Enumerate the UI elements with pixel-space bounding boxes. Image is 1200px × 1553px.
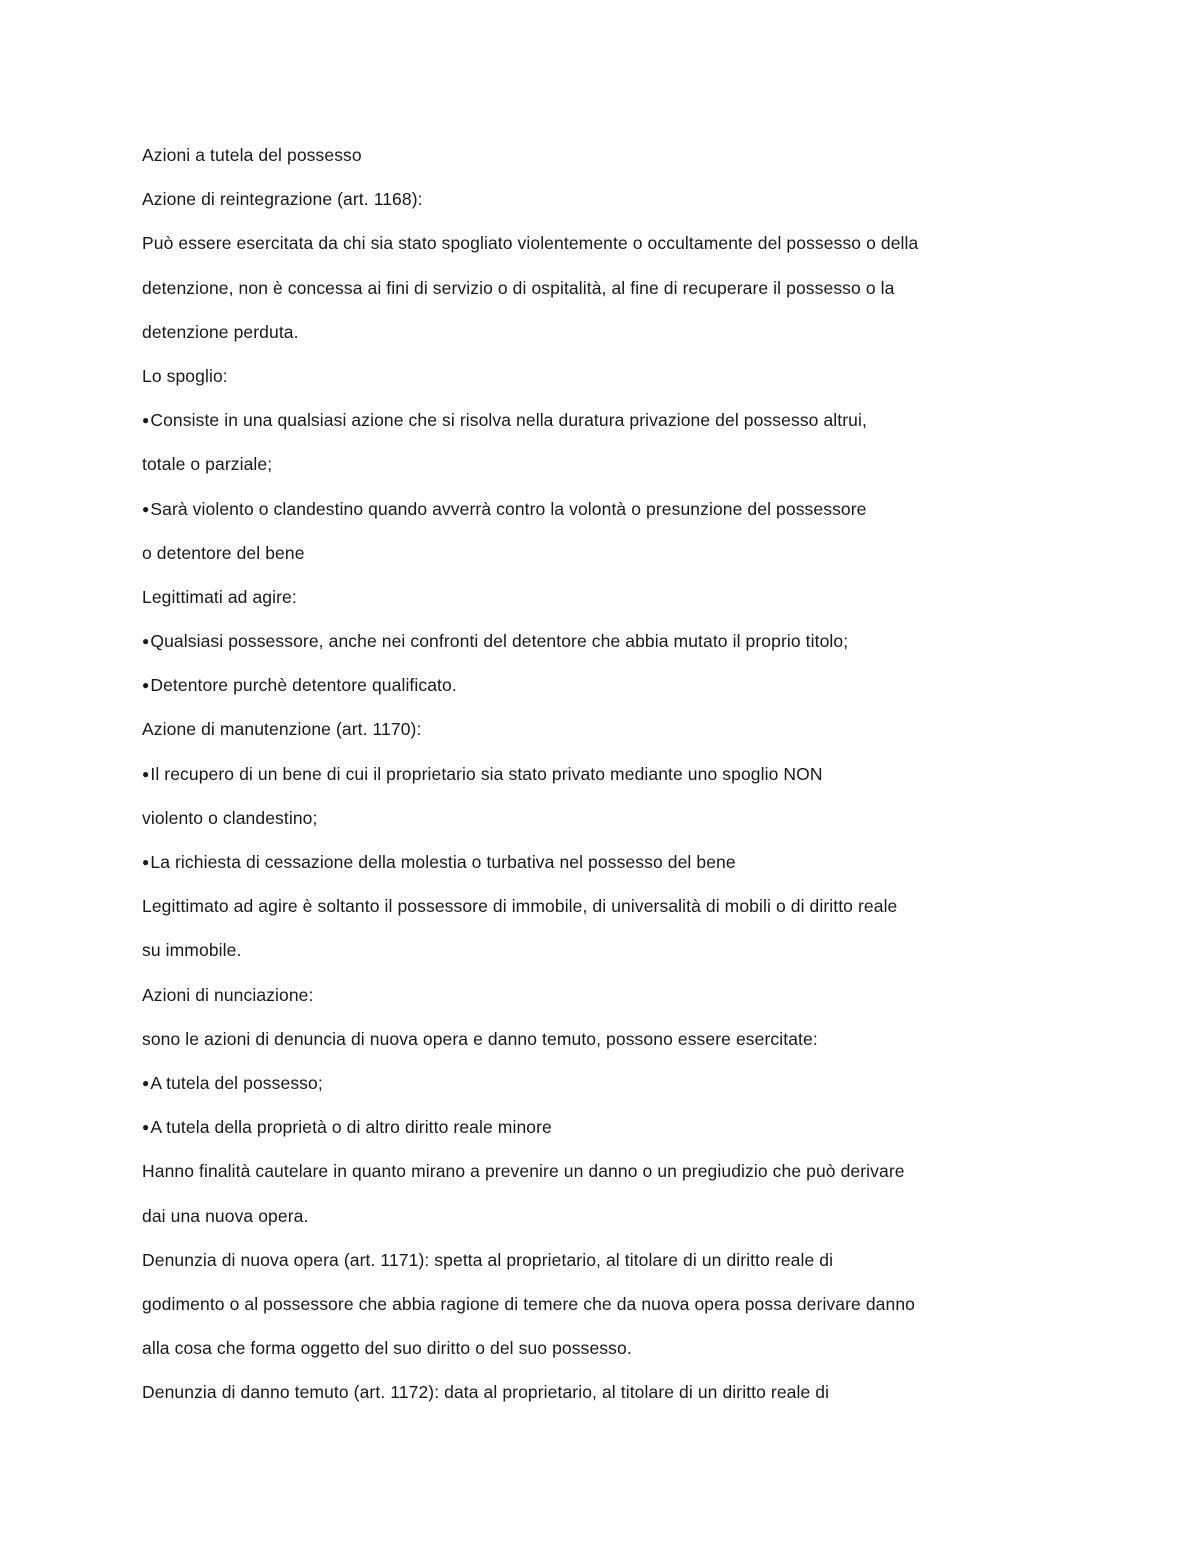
bullet-icon: ● — [142, 766, 150, 781]
bullet-line: ●Il recupero di un bene di cui il proprietario sia stato privato mediante uno spoglio NON — [142, 763, 823, 784]
bullet-line: ●Consiste in una qualsiasi azione che si risolva nella duratura privazione del possesso altrui, — [142, 410, 867, 431]
bullet-icon: ● — [142, 413, 150, 428]
text-line: Denunzia di danno temuto (art. 1172): data al proprietario, al titolare di un diritto reale di — [142, 1382, 830, 1403]
text-line: Azioni di nunciazione: — [142, 984, 314, 1005]
heading-line: Azioni a tutela del possesso — [142, 145, 362, 165]
text-line: Legittimato ad agire è soltanto il possessore di immobile, di universalità di mobili o di diritto reale — [142, 896, 898, 917]
document-body — [142, 133, 1022, 1414]
text-line: Azione di manutenzione (art. 1170): — [142, 719, 422, 740]
text-line: Denunzia di nuova opera (art. 1171): spetta al proprietario, al titolare di un diritto reale di — [142, 1249, 834, 1270]
bullet-icon: ● — [142, 1075, 150, 1090]
bullet-line: ●La richiesta di cessazione della molestia o turbativa nel possesso del bene — [142, 852, 736, 872]
bullet-icon: ● — [142, 678, 150, 693]
text-line: alla cosa che forma oggetto del suo diritto o del suo possesso. — [142, 1338, 632, 1359]
bullet-line: ●A tutela della proprietà o di altro diritto reale minore — [142, 1117, 552, 1138]
bullet-line: ●Detentore purchè detentore qualificato. — [142, 675, 457, 696]
bullet-icon: ● — [142, 501, 150, 516]
text-line: detenzione, non è concessa ai fini di servizio o di ospitalità, al fine di recuperare il possesso o la — [142, 277, 895, 298]
text-line: sono le azioni di denuncia di nuova opera e danno temuto, possono essere esercitate: — [142, 1028, 818, 1049]
text-line: Azione di reintegrazione (art. 1168): — [142, 189, 423, 210]
text-line: Lo spoglio: — [142, 365, 228, 386]
bullet-line: ●Sarà violento o clandestino quando avverrà contro la volontà o presunzione del possessore — [142, 498, 867, 519]
text-line: Hanno finalità cautelare in quanto mirano a prevenire un danno o un pregiudizio che può derivare — [142, 1161, 905, 1182]
text-line: Può essere esercitata da chi sia stato spogliato violentemente o occultamente del possesso o della — [142, 233, 919, 254]
text-line: o detentore del bene — [142, 542, 305, 563]
bullet-line: ●Qualsiasi possessore, anche nei confronti del detentore che abbia mutato il proprio titolo; — [142, 631, 849, 652]
text-line: violento o clandestino; — [142, 807, 318, 828]
text-line: dai una nuova opera. — [142, 1205, 309, 1226]
text-line: Legittimati ad agire: — [142, 586, 297, 607]
bullet-icon: ● — [142, 1120, 150, 1135]
text-line: su immobile. — [142, 940, 242, 961]
bullet-icon: ● — [142, 855, 150, 869]
text-line: totale o parziale; — [142, 454, 273, 475]
text-line: godimento o al possessore che abbia ragione di temere che da nuova opera possa derivare danno — [142, 1293, 916, 1314]
bullet-line: ●A tutela del possesso; — [142, 1072, 323, 1093]
text-line: detenzione perduta. — [142, 321, 299, 342]
bullet-icon: ● — [142, 634, 150, 649]
